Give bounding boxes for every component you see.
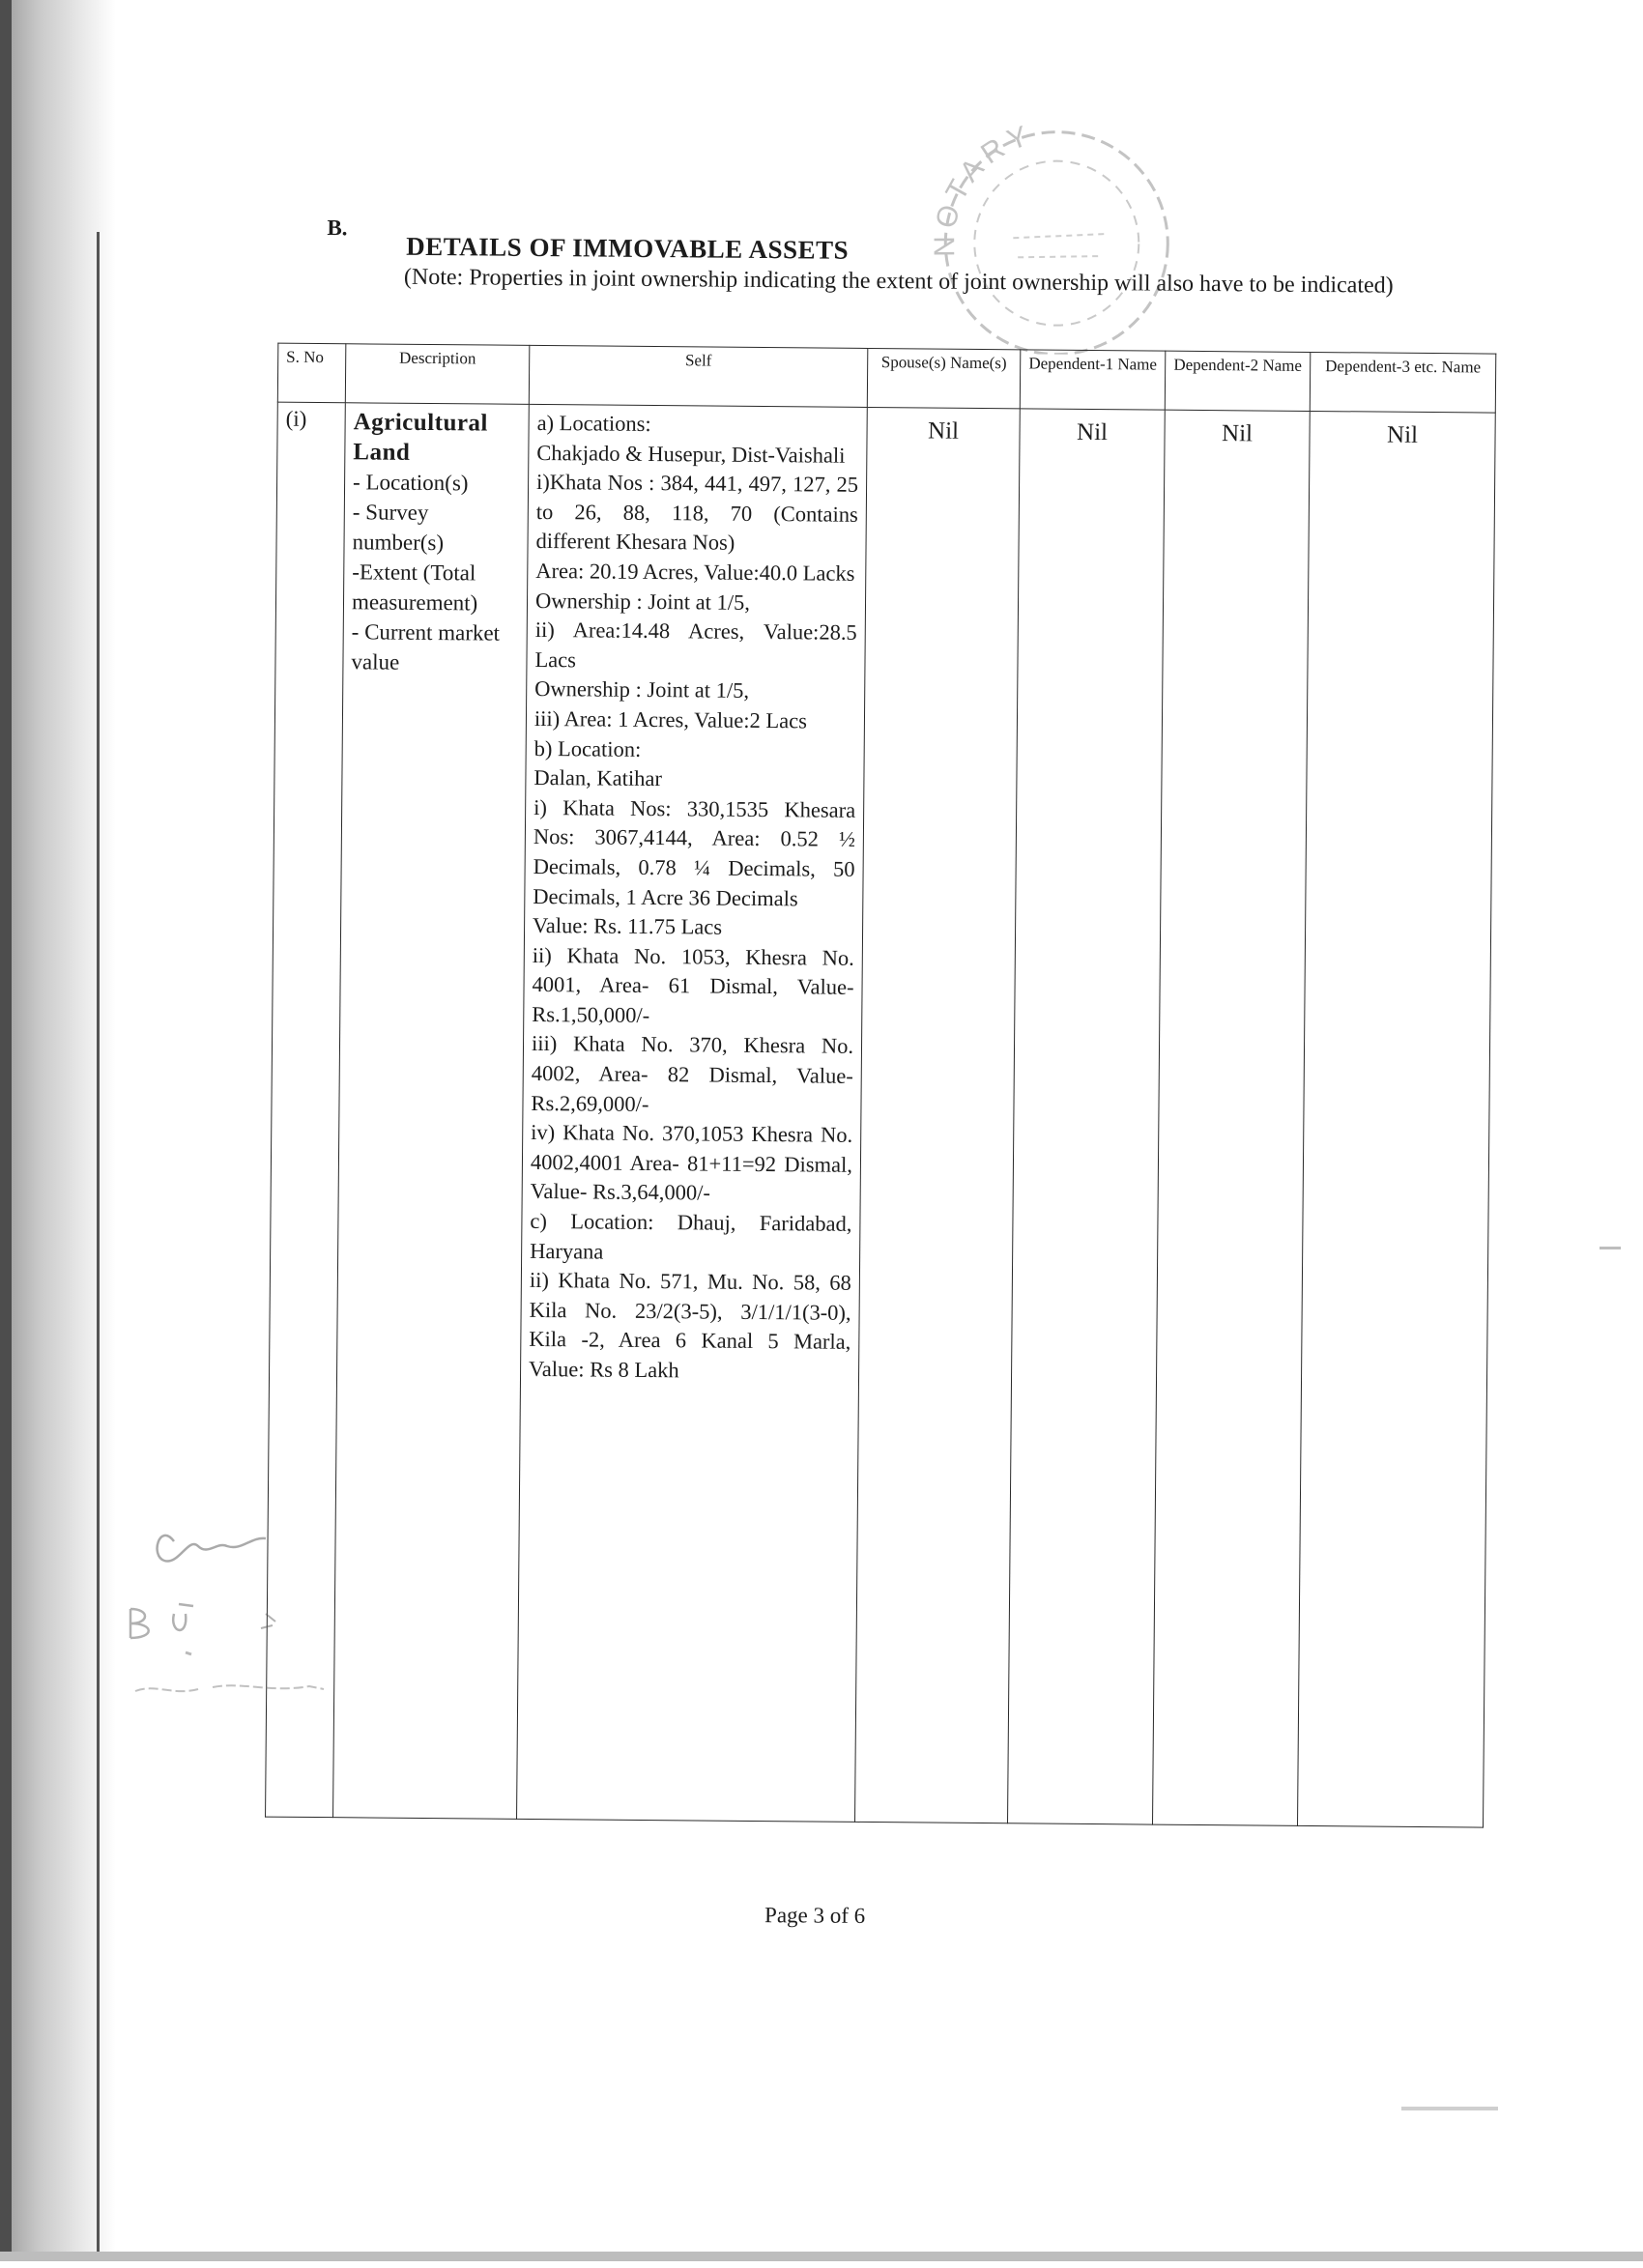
immovable-assets-table <box>265 343 1496 1828</box>
cell-dependent-1 <box>1008 409 1166 1824</box>
self-entry: ii) Khata No. 571, Mu. No. 58, 68 Kila No. 23/2(3-5), 3/1/1/1(3-0), Kila -2, Area 6 Kanal 5 Marla, Value: Rs 8 Lakh <box>528 1268 851 1383</box>
self-entry: ii) Khata No. 1053, Khesra No. 4001, Area- 61 Dismal, Value-Rs.1,50,000/- <box>532 942 854 1027</box>
cell-spouse <box>855 407 1021 1823</box>
cell-dependent-3 <box>1298 411 1496 1827</box>
self-entry: a) Locations: <box>536 410 651 436</box>
self-entry: i) Khata Nos: 330,1535 Khesara Nos: 3067,4144, Area: 0.52 ½ Decimals, 0.78 ¼ Decimals, 50 Decimals, 1 Acre 36 Decimals <box>533 794 856 910</box>
dependent-2-value: Nil <box>1221 420 1254 447</box>
table-header-row <box>277 343 1495 413</box>
page-number: Page 3 of 6 <box>764 1903 866 1928</box>
header-dependent-1: Dependent-1 Name <box>1020 350 1166 410</box>
header-spouse: Spouse(s) Name(s) <box>867 348 1021 408</box>
header-sno: S. No <box>277 343 346 403</box>
header-self: Self <box>529 345 868 407</box>
self-entry: Value: Rs. 11.75 Lacs <box>532 913 723 939</box>
self-entry: Chakjado & Husepur, Dist-Vaishali <box>536 440 846 468</box>
self-entry: ii) Area:14.48 Acres, Value:28.5 Lacs <box>534 617 857 673</box>
description-item: -Extent (Total measurement) <box>351 560 478 616</box>
self-entry: i)Khata Nos : 384, 441, 497, 127, 25 to 26, 88, 118, 70 (Contains different Khesara Nos) <box>535 470 859 556</box>
cell-self <box>517 404 868 1822</box>
self-entry: iv) Khata No. 370,1053 Khesra No. 4002,4001 Area- 81+11=92 Dismal, Value- Rs.3,64,000/- <box>530 1120 853 1205</box>
description-item: - Location(s) <box>352 470 469 496</box>
self-entry: Ownership : Joint at 1/5, <box>534 676 750 703</box>
cell-sno: (i) <box>266 402 346 1818</box>
notary-stamp <box>896 111 1207 356</box>
self-entry: b) Location: <box>533 735 642 761</box>
header-dependent-2: Dependent-2 Name <box>1165 351 1311 411</box>
section-title: DETAILS OF IMMOVABLE ASSETS <box>406 231 850 265</box>
self-entry: Ownership : Joint at 1/5, <box>534 588 750 615</box>
handwritten-signature <box>106 1517 367 1720</box>
section-letter: B. <box>327 215 348 241</box>
dependent-3-value: Nil <box>1386 421 1419 448</box>
svg-text:NOTARY <box>929 118 1038 258</box>
header-dependent-3: Dependent-3 etc. Name <box>1310 352 1496 413</box>
table-row <box>266 402 1496 1827</box>
self-entry: Dalan, Katihar <box>533 765 662 791</box>
self-entry: c) Location: Dhauj, Faridabad, Haryana <box>530 1208 852 1264</box>
section-note: (Note: Properties in joint ownership indicating the extent of joint ownership will also have to be indicated) <box>403 264 1394 299</box>
header-description: Description <box>345 344 530 405</box>
self-entry: Area: 20.19 Acres, Value:40.0 Lacks <box>535 558 855 586</box>
stamp-text: NOTARY <box>929 118 1038 257</box>
cell-dependent-2 <box>1153 410 1311 1825</box>
self-entry: iii) Area: 1 Acres, Value:2 Lacs <box>533 705 808 733</box>
self-entry: iii) Khata No. 370, Khesra No. 4002, Area- 82 Dismal, Value-Rs.2,69,000/- <box>531 1031 854 1116</box>
spouse-value: Nil <box>927 417 960 445</box>
dependent-1-value: Nil <box>1076 418 1109 446</box>
description-item: - Survey number(s) <box>352 500 445 556</box>
description-title: Agricultural Land <box>353 409 489 466</box>
description-item: - Current market value <box>351 619 501 675</box>
